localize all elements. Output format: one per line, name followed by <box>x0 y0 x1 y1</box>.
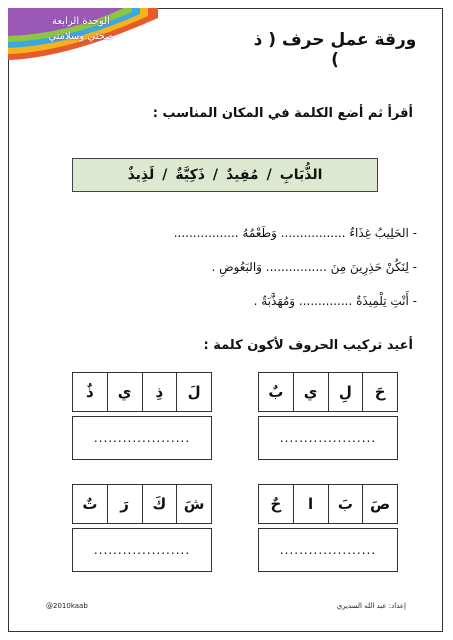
page-title: ورقة عمل حرف ( ذ ) <box>253 30 417 70</box>
unit-title: الوحدة الرابعة <box>52 16 110 27</box>
footer-handle: @2010kaab <box>46 602 88 610</box>
sentence-3[interactable]: - أَنْتِ تِلْمِيذَةٌ .............. وَمُهَذَّبَةٌ . <box>253 294 417 308</box>
sentence-2[interactable]: - لِنَكُنْ حَذِرِينَ مِنَ ................ وَالبَعُوضِ . <box>211 260 417 274</box>
letter-tile: بَ <box>328 485 363 523</box>
letter-tile: بٌ <box>268 383 284 401</box>
letter-tile: صَ <box>362 485 397 523</box>
answer-field[interactable]: .................... <box>72 416 212 460</box>
letter-tile: كَ <box>142 485 177 523</box>
letter-puzzle-2 <box>72 372 212 462</box>
letter-tile: رَ <box>107 485 142 523</box>
letter-row <box>258 372 398 412</box>
sentence-1[interactable]: - الحَلِيبُ غِذَاءٌ ................. وَطَعْمُهُ ................. <box>173 226 417 240</box>
word-separator: / <box>212 167 219 183</box>
footer-credit: إعداد: عبد الله السديري <box>336 602 406 610</box>
word-bank-item: ذَكِيَّةٌ <box>175 167 205 183</box>
answer-field[interactable]: .................... <box>258 416 398 460</box>
word-separator: / <box>266 167 272 183</box>
letter-row <box>72 484 212 524</box>
footer <box>46 602 406 610</box>
letter-tile: حٌ <box>270 495 282 513</box>
word-bank-item: لَذِيذٌ <box>127 167 155 183</box>
letter-tile: ذٌ <box>86 383 94 401</box>
letter-tile: شَ <box>176 485 211 523</box>
letter-tile: ي <box>293 373 328 411</box>
unit-subtitle: صحتي وسلامتي <box>48 31 114 42</box>
letter-puzzle-3 <box>258 484 398 574</box>
unit-label <box>22 14 140 44</box>
letter-tile: حَ <box>362 373 397 411</box>
letter-tile: ي <box>107 373 142 411</box>
letter-puzzle-1 <box>258 372 398 462</box>
exercise2-instruction: أعيد تركيب الحروف لأكون كلمة : <box>203 338 413 353</box>
exercise1-instruction: أقرأ ثم أضع الكلمة في المكان المناسب : <box>152 106 413 121</box>
letter-row <box>258 484 398 524</box>
letter-row <box>72 372 212 412</box>
word-separator: / <box>162 167 168 183</box>
letter-tile: ا <box>293 485 328 523</box>
word-bank-item: الذُّبَابِ <box>279 167 323 183</box>
word-bank-item: مُفِيدٌ <box>226 167 259 183</box>
letter-tile: لِ <box>328 373 363 411</box>
answer-field[interactable]: .................... <box>258 528 398 572</box>
letter-tile: لَ <box>176 373 211 411</box>
answer-field[interactable]: .................... <box>72 528 212 572</box>
letter-tile: ذِ <box>142 373 177 411</box>
letter-tile: تٌ <box>82 495 98 513</box>
letter-puzzle-4 <box>72 484 212 574</box>
word-bank <box>72 158 378 192</box>
